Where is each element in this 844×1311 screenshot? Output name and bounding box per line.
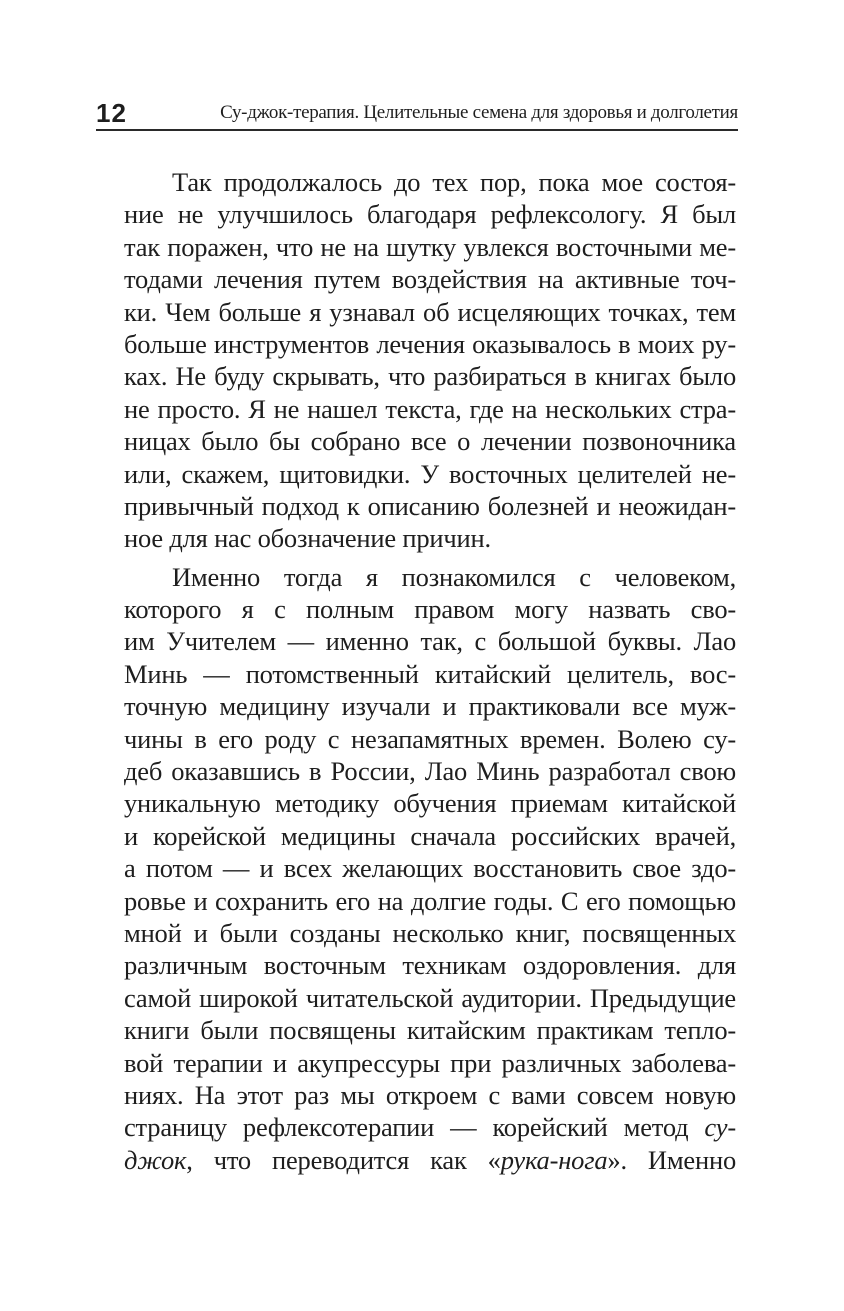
text-line: ние не улучшилось благодаря рефлексологу. Я был <box>124 199 736 230</box>
text-line <box>124 1111 736 1143</box>
line-text: страницу рефлексотерапии — корейский метод <box>124 1112 705 1143</box>
text-line: различным восточным техникам оздоровления. для <box>124 950 736 981</box>
text-line: ках. Не буду скрывать, что разбираться в книгах было <box>124 361 736 392</box>
page-number: 12 <box>96 98 127 128</box>
paragraph-1 <box>124 166 736 555</box>
text-line: точную медицину изучали и практиковали все муж- <box>124 691 736 722</box>
text-line: ки. Чем больше я узнавал об исцеляющих точках, тем <box>124 296 736 327</box>
text-line: книги были посвящены китайским практикам тепло- <box>124 1015 736 1046</box>
text-line: Минь — потомственный китайский целитель, вос- <box>124 658 736 689</box>
text-line: мной и были созданы несколько книг, посвященных <box>124 917 736 948</box>
page-header <box>96 90 738 134</box>
italic-term: джок <box>124 1144 187 1175</box>
text-line: ниях. На этот раз мы откроем с вами совсем новую <box>124 1079 736 1110</box>
text-line: больше инструментов лечения оказывалось в моих ру- <box>124 328 736 359</box>
italic-term: су- <box>704 1112 736 1143</box>
body-text <box>124 166 736 1176</box>
header-rule <box>96 129 738 131</box>
text-line: и корейской медицины сначала российских врачей, <box>124 820 736 851</box>
text-line: или, скажем, щитовидки. У восточных целителей не- <box>124 458 736 489</box>
text-line: привычный подход к описанию болезней и неожидан- <box>124 490 736 521</box>
text-line: им Учителем — именно так, с большой буквы. Лао <box>124 626 736 657</box>
text-line: Так продолжалось до тех пор, пока мое состоя- <box>172 167 736 197</box>
text-line: не просто. Я не нашел текста, где на нескольких стра- <box>124 393 736 424</box>
text-line: уникальную методику обучения приемам китайской <box>124 788 736 819</box>
text-line: вой терапии и акупрессуры при различных заболева- <box>124 1047 736 1078</box>
italic-term: рука-нога <box>500 1144 608 1175</box>
text-line: самой широкой читательской аудитории. Предыдущие <box>124 982 736 1013</box>
line-text: ». Именно <box>607 1144 736 1175</box>
line-text: , что переводится как « <box>186 1144 501 1175</box>
text-line: ное для нас обозначение причин. <box>124 523 491 554</box>
text-line: тодами лечения путем воздействия на активные точ- <box>124 264 736 295</box>
text-line: чины в его роду с незапамятных времен. Волею су- <box>124 723 736 754</box>
text-line: а потом — и всех желающих восстановить свое здо- <box>124 853 736 884</box>
text-line: ровье и сохранить его на долгие годы. С его помощью <box>124 885 736 916</box>
text-line: ницах было бы собрано все о лечении позвоночника <box>124 426 736 457</box>
text-line: Именно тогда я познакомился с человеком, <box>172 561 736 592</box>
running-title: Су-джок-терапия. Целительные семена для здоровья и долголетия <box>220 102 738 123</box>
text-line: так поражен, что не на шутку увлекся восточными ме- <box>124 231 736 262</box>
text-line <box>124 1144 736 1176</box>
text-line: деб оказавшись в России, Лао Минь разработал свою <box>124 756 736 787</box>
text-line: которого я с полным правом могу назвать сво- <box>124 594 736 625</box>
paragraph-2 <box>124 561 736 1176</box>
